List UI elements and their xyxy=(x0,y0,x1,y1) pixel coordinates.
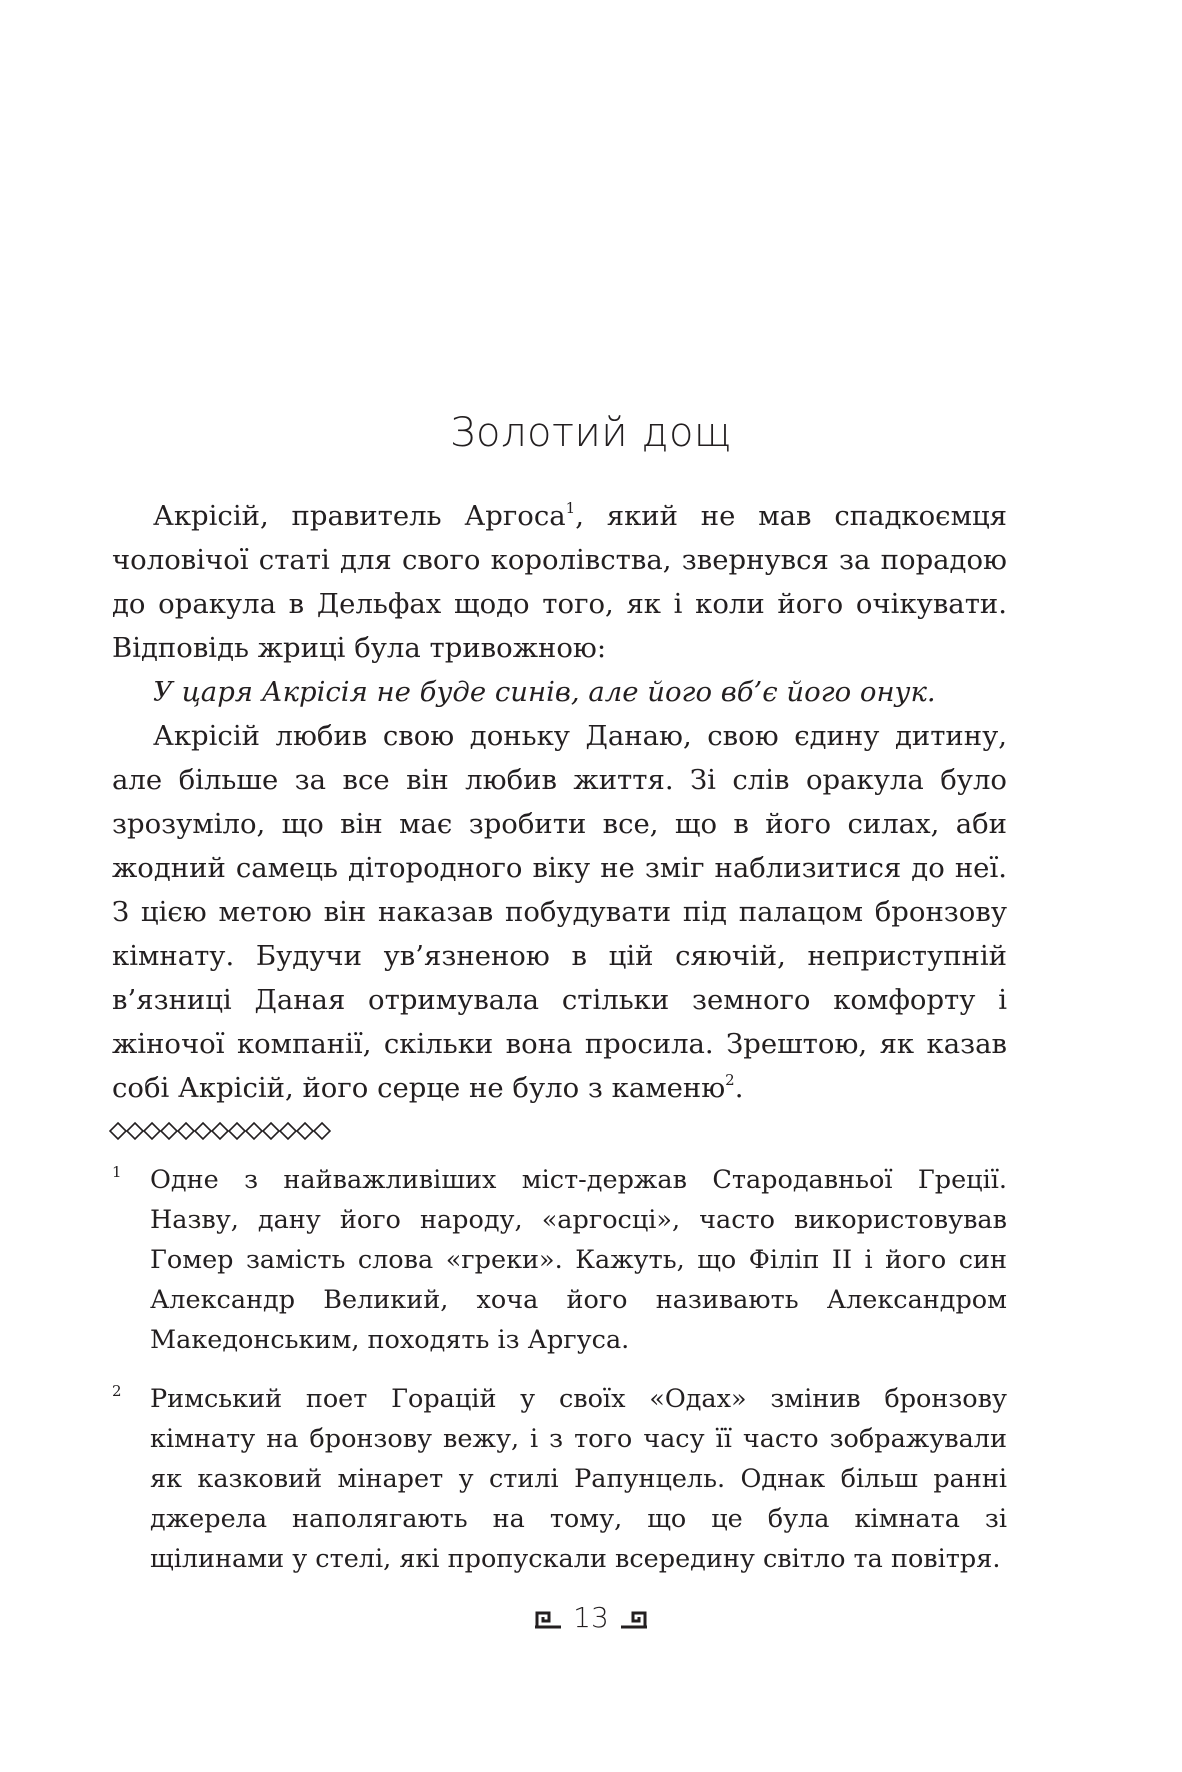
paragraph-1-text: Акрісій, правитель Аргоса xyxy=(153,500,566,532)
page-number-block xyxy=(0,1603,1182,1633)
page-number: 13 xyxy=(573,1601,609,1634)
footnote-ref-1[interactable]: 1 xyxy=(565,499,576,517)
paragraph-3-text: Акрісій любив свою доньку Данаю, свою єдину дитину, але більше за все він любив життя. Зі слів оракула було зрозуміло, що він має зробити все, що в його силах, аби жодний самець дітородного віку не зміг наблизитися до неї. З цією метою він наказав побудувати під палацом бронзову кімнату. Будучи ув’язненою в цій сяючій, неприступній в’язниці Даная отримувала стільки земного комфорту і жіночої компанії, скільки вона просила. Зрештою, як казав собі Акрісій, його серце не було з каменю xyxy=(112,720,1007,1104)
footnote-2 xyxy=(112,1379,1007,1579)
greek-key-left-icon xyxy=(533,1607,563,1629)
footnotes xyxy=(112,1160,1007,1598)
footnote-1-mark: 1 xyxy=(112,1163,122,1181)
paragraph-3 xyxy=(112,714,1007,1110)
diamond-mark xyxy=(314,1123,330,1139)
diamond-mark xyxy=(161,1123,177,1139)
diamond-mark xyxy=(263,1123,279,1139)
diamond-mark xyxy=(110,1123,126,1139)
diamond-mark xyxy=(297,1123,313,1139)
diamond-mark xyxy=(127,1123,143,1139)
diamond-mark xyxy=(178,1123,194,1139)
diamond-mark xyxy=(229,1123,245,1139)
greek-key-right-icon xyxy=(619,1607,649,1629)
footnote-ref-2[interactable]: 2 xyxy=(725,1071,735,1089)
diamond-mark xyxy=(280,1123,296,1139)
footnote-1 xyxy=(112,1160,1007,1360)
main-text xyxy=(112,494,1007,1110)
diamond-mark xyxy=(195,1123,211,1139)
footnote-separator xyxy=(109,1121,331,1141)
paragraph-3-end: . xyxy=(734,1072,744,1104)
diamond-mark xyxy=(246,1123,262,1139)
footnote-2-text: Римський поет Горацій у своїх «Одах» змінив бронзову кімнату на бронзову вежу, і з того часу її часто зображували як казковий мінарет у стилі Рапунцель. Однак більш ранні джерела наполягають на тому, що це була кімната зі щілинами у стелі, які пропускали всередину світло та повітря. xyxy=(150,1384,1007,1574)
diamond-mark xyxy=(144,1123,160,1139)
paragraph-1 xyxy=(112,494,1007,670)
footnote-1-text: Одне з найважливіших міст-держав Стародавньої Греції. Назву, дану його народу, «аргосці», часто використовував Гомер замість слова «греки». Кажуть, що Філіп II і його син Александр Великий, хоча його називають Александром Македонським, походять із Аргуса. xyxy=(150,1165,1007,1355)
diamond-mark xyxy=(212,1123,228,1139)
chapter-title: Золотий дощ xyxy=(450,410,732,456)
footnote-2-mark: 2 xyxy=(112,1382,122,1400)
paragraph-1-text-cont: , який не мав спадкоємця чоловічої статі для свого королівства, звернувся за порадою до оракула в Дельфах щодо того, як і коли його очікувати. Відповідь жриці була тривожною: xyxy=(112,500,1007,664)
diamond-ornament-icon xyxy=(109,1121,331,1141)
oracle-quote: У царя Акрісія не буде синів, але його вб’є його онук. xyxy=(153,676,936,708)
